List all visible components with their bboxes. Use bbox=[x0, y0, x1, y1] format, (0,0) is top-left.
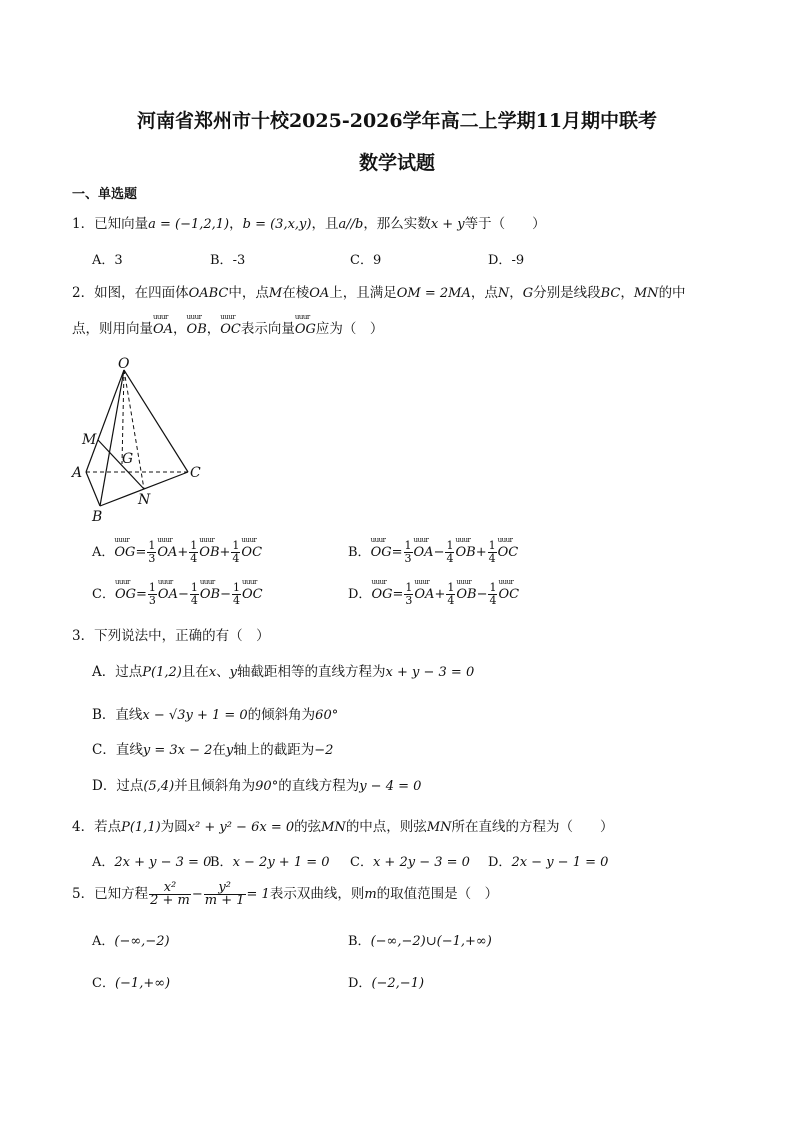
q5-option-b[interactable]: B．(−∞,−2)∪(−1,+∞) bbox=[348, 934, 492, 949]
edge-oc bbox=[124, 370, 188, 472]
label-b: B bbox=[92, 509, 103, 525]
parallel-condition: a//b bbox=[338, 217, 364, 232]
q2-option-d[interactable]: D．uuur OG= $\frac{1}{3}$ uuur OA+ $\frac{1}{4}$ uuur OB− $\frac{1}{4}$ uuur OC bbox=[348, 582, 519, 607]
q2-option-a[interactable]: A．uuur OG= $\frac{1}{3}$ uuur OA+ $\frac{1}{4}$ uuur OB+ $\frac{1}{4}$ uuur OC bbox=[92, 540, 262, 565]
q3-option-d[interactable]: D．过点(5,4)并且倾斜角为90°的直线方程为y − 4 = 0 bbox=[92, 778, 422, 794]
label-c: C bbox=[190, 465, 201, 481]
segment-og-hidden bbox=[122, 370, 124, 464]
label-g: G bbox=[122, 451, 134, 467]
edge-ab bbox=[86, 472, 100, 506]
question-1: 1．已知向量a = (−1,2,1)，b = (3,x,y)，且a//b，那么实数x + y等于（ ） bbox=[72, 216, 546, 232]
tetrahedron-figure bbox=[70, 350, 220, 530]
q1-option-a[interactable]: A．3 bbox=[92, 253, 123, 268]
q4-option-d[interactable]: D．2x − y − 1 = 0 bbox=[488, 855, 609, 870]
page-title: 河南省郑州市十校2025-2026学年高二上学期11月期中联考 bbox=[136, 110, 658, 132]
label-o: O bbox=[118, 356, 130, 372]
question-2-line-2: 点，则用向量uuur OA，uuur OB，uuur OC表示向量uuur OG应为（ ） bbox=[72, 317, 383, 337]
question-4: 4．若点P(1,1)为圆x² + y² − 6x = 0的弦MN的中点，则弦MN所在直线的方程为（ ） bbox=[72, 819, 614, 835]
q4-option-b[interactable]: B．x − 2y + 1 = 0 bbox=[210, 855, 330, 870]
q1-option-b[interactable]: B．-3 bbox=[210, 253, 246, 268]
q2-option-c[interactable]: C．uuur OG= $\frac{1}{3}$ uuur OA− $\frac{1}{4}$ uuur OB− $\frac{1}{4}$ uuur OC bbox=[92, 582, 263, 607]
label-m: M bbox=[82, 432, 97, 448]
q3-option-b[interactable]: B．直线x − √3y + 1 = 0的倾斜角为60° bbox=[92, 707, 339, 723]
section-heading: 一、单选题 bbox=[72, 187, 138, 202]
page-subtitle: 数学试题 bbox=[358, 152, 435, 174]
question-3: 3．下列说法中，正确的有（ ） bbox=[72, 628, 270, 644]
question-number: 1． bbox=[72, 216, 95, 232]
question-5: 5．已知方程 $\frac{\text{x²}}{2 + m}$ − $\frac{\text{y²}}{m + 1}$ = 1表示双曲线，则m的取值范围是（ ） bbox=[72, 880, 499, 908]
vector-b: b = (3,x,y) bbox=[242, 217, 312, 232]
q4-option-c[interactable]: C．x + 2y − 3 = 0 bbox=[350, 855, 470, 870]
q2-option-b[interactable]: B．uuur OG= $\frac{1}{3}$ uuur OA− $\frac{1}{4}$ uuur OB+ $\frac{1}{4}$ uuur OC bbox=[348, 540, 518, 565]
q5-option-d[interactable]: D．(−2,−1) bbox=[348, 976, 425, 991]
q1-option-d[interactable]: D．-9 bbox=[488, 253, 525, 268]
q3-option-a[interactable]: A．过点P(1,2)且在x、y轴截距相等的直线方程为x + y − 3 = 0 bbox=[92, 664, 475, 680]
label-a: A bbox=[72, 465, 83, 481]
q1-option-c[interactable]: C．9 bbox=[350, 253, 382, 268]
edge-oa bbox=[86, 370, 124, 472]
question-2-line-1: 2．如图，在四面体OABC中，点M在棱OA上，且满足OM = 2MA，点N，G分别是线段BC，MN的中 bbox=[72, 285, 686, 301]
edge-ob bbox=[100, 370, 124, 506]
q3-option-c[interactable]: C．直线y = 3x − 2在y轴上的截距为−2 bbox=[92, 742, 334, 758]
question-number: 2． bbox=[72, 285, 95, 301]
q5-option-c[interactable]: C．(−1,+∞) bbox=[92, 976, 171, 991]
vector-a: a = (−1,2,1) bbox=[148, 217, 230, 232]
label-n: N bbox=[138, 492, 151, 508]
q4-option-a[interactable]: A．2x + y − 3 = 0 bbox=[92, 855, 212, 870]
q5-option-a[interactable]: A．(−∞,−2) bbox=[92, 934, 170, 949]
